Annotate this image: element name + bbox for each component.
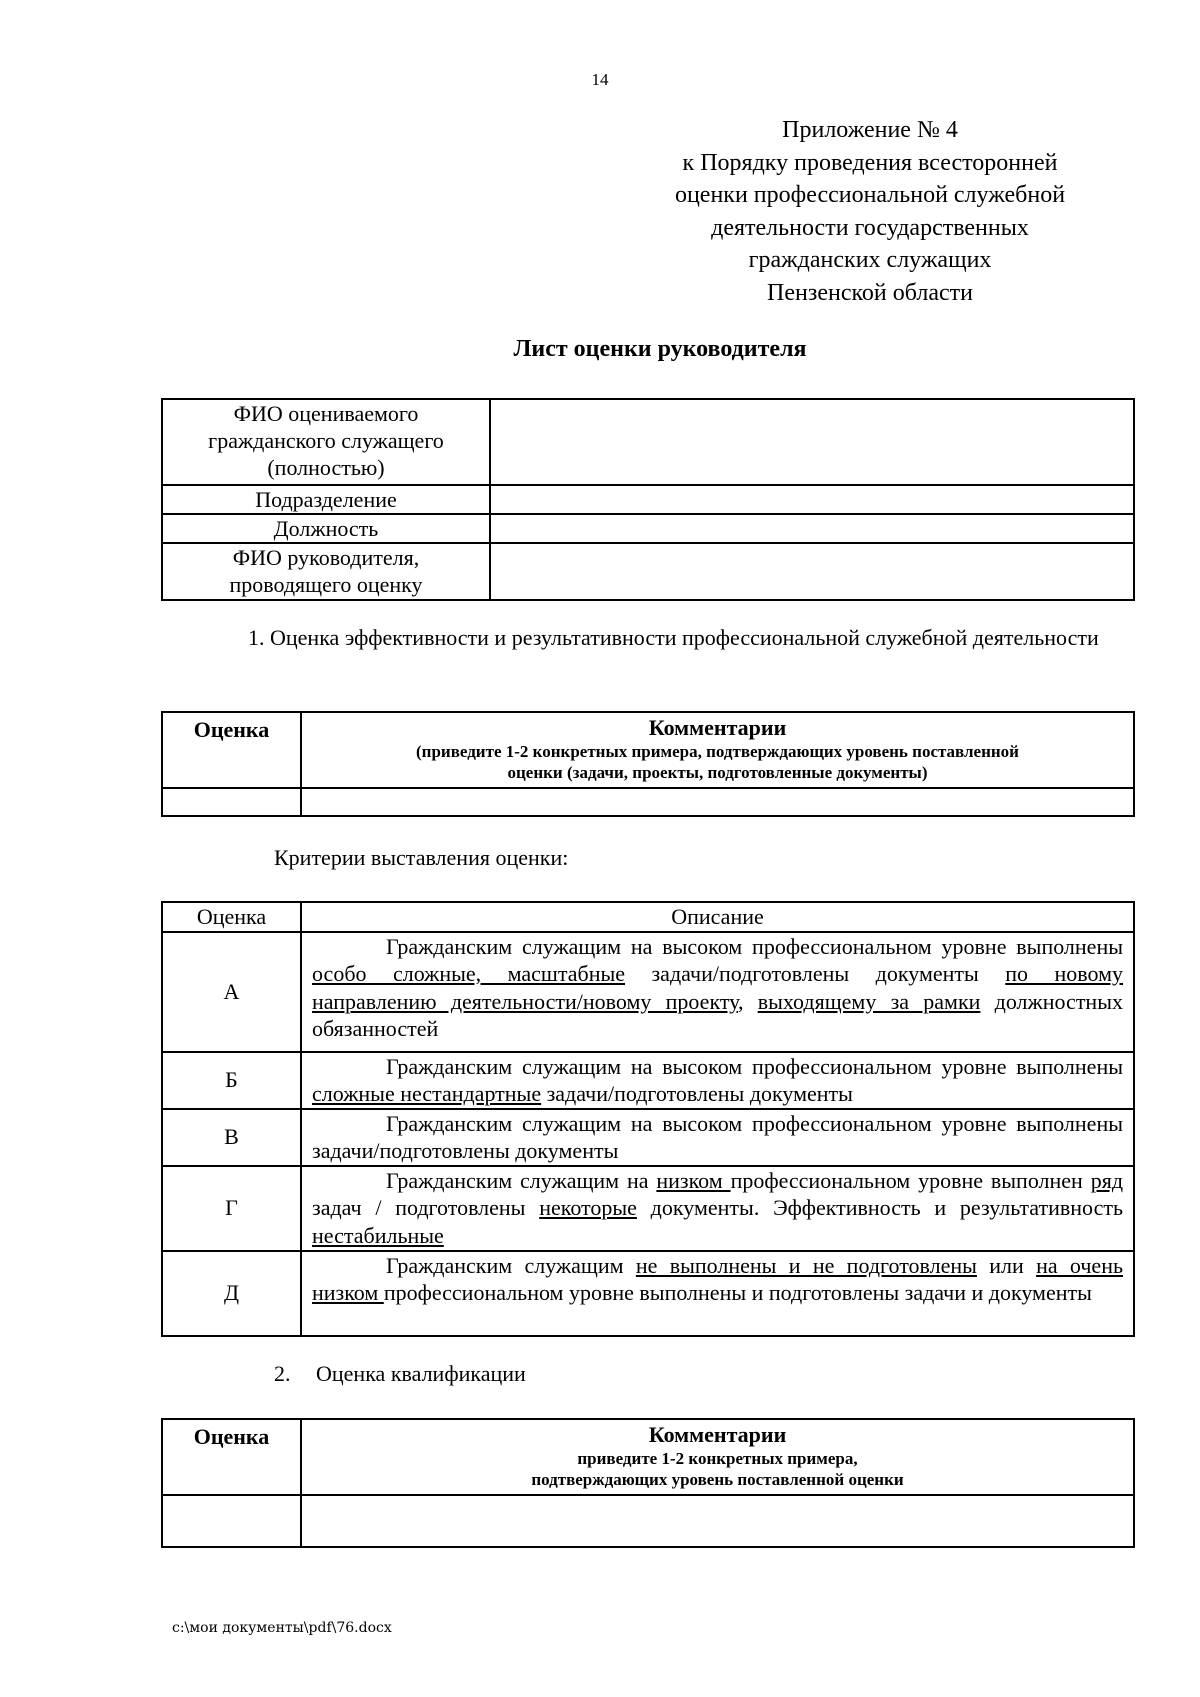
table-row [162, 1251, 1134, 1336]
grade-cell: В [162, 1109, 301, 1166]
appendix-line: Пензенской области [767, 279, 973, 306]
table-row [162, 399, 1134, 485]
table-row [162, 1052, 1134, 1109]
grade-cell: А [162, 932, 301, 1052]
section-number: 2. [274, 1361, 291, 1386]
department-value-cell[interactable] [490, 485, 1134, 514]
comment-note: (приведите 1-2 конкретных примера, подтверждающих уровень поставленной [416, 742, 1019, 761]
section-title: Оценка квалификации [316, 1361, 526, 1386]
label-line: проводящего оценку [229, 572, 423, 597]
appendix-line: Приложение № 4 [782, 117, 958, 143]
performance-comment-table [161, 711, 1135, 817]
table-row [162, 712, 1134, 788]
fio-manager-label [162, 543, 490, 600]
comment-input-cell[interactable] [301, 788, 1134, 816]
grade-description: Гражданским служащим на высоком профессиональном уровне выполнены задачи/подготовлены документы [301, 1109, 1134, 1166]
grade-description: Гражданским служащим на низком профессиональном уровне выполнен ряд задач / подготовлены некоторые документы. Эффективность и результативность нестабильные [301, 1166, 1134, 1251]
grade-cell: Д [162, 1251, 301, 1336]
page-number: 14 [591, 70, 609, 89]
fio-manager-value-cell[interactable] [490, 543, 1134, 600]
appendix-header [640, 114, 1100, 309]
comment-header [301, 712, 1134, 788]
score-input-cell[interactable] [162, 788, 301, 816]
department-label: Подразделение [162, 485, 490, 514]
appendix-line: оценки профессиональной служебной [674, 182, 1066, 208]
appendix-line: к Порядку проведения всесторонней [682, 149, 1058, 176]
table-row [162, 1495, 1134, 1547]
employee-info-table [161, 398, 1135, 601]
grade-description: Гражданским служащим на высоком профессиональном уровне выполнены особо сложные, масштабные задачи/подготовлены документы по новому направлению деятельности/новому проекту, выходящему за рамки должностных обязанностей [301, 932, 1134, 1052]
label-line: ФИО оцениваемого [233, 401, 419, 426]
appendix-line: деятельности государственных [711, 214, 1029, 241]
label-line: (полностью) [267, 455, 385, 480]
label-line: гражданского служащего [208, 428, 444, 453]
comment-title: Комментарии [648, 715, 787, 740]
table-row [162, 485, 1134, 514]
comment-header [301, 1419, 1134, 1495]
appendix-line: гражданских служащих [748, 247, 992, 273]
footer-file-path: c:\мои документы\pdf\76.docx [172, 1620, 392, 1636]
comment-note: подтверждающих уровень поставленной оценки [531, 1470, 904, 1489]
criteria-heading: Критерии выставления оценки: [274, 845, 569, 870]
criteria-col-score: Оценка [162, 902, 301, 932]
table-row [162, 932, 1134, 1052]
grade-cell: Г [162, 1166, 301, 1251]
score-header: Оценка [162, 712, 301, 788]
position-value-cell[interactable] [490, 514, 1134, 543]
score-input-cell[interactable] [162, 1495, 301, 1547]
section-1-heading: 1. Оценка эффективности и результативности профессиональной служебной деятельности [248, 625, 1099, 650]
comment-title: Комментарии [648, 1422, 787, 1447]
criteria-table [161, 901, 1135, 1337]
section-2-heading [274, 1361, 526, 1387]
table-row [162, 1109, 1134, 1166]
position-label: Должность [162, 514, 490, 543]
grade-cell: Б [162, 1052, 301, 1109]
label-line: ФИО руководителя, [232, 545, 420, 570]
grade-description: Гражданским служащим не выполнены и не подготовлены или на очень низком профессиональном уровне выполнены и подготовлены задачи и документы [301, 1251, 1134, 1336]
grade-description: Гражданским служащим на высоком профессиональном уровне выполнены сложные нестандартные задачи/подготовлены документы [301, 1052, 1134, 1109]
table-row [162, 788, 1134, 816]
table-row [162, 514, 1134, 543]
table-row [162, 1166, 1134, 1251]
comment-note: приведите 1-2 конкретных примера, [577, 1449, 858, 1468]
qualification-comment-table [161, 1418, 1135, 1548]
criteria-col-desc: Описание [301, 902, 1134, 932]
fio-employee-value-cell[interactable] [490, 399, 1134, 485]
comment-input-cell[interactable] [301, 1495, 1134, 1547]
score-header: Оценка [162, 1419, 301, 1495]
fio-employee-label [162, 399, 490, 485]
table-row [162, 1419, 1134, 1495]
comment-note: оценки (задачи, проекты, подготовленные документы) [507, 763, 928, 782]
document-title: Лист оценки руководителя [513, 336, 807, 362]
table-row [162, 902, 1134, 932]
table-row [162, 543, 1134, 600]
